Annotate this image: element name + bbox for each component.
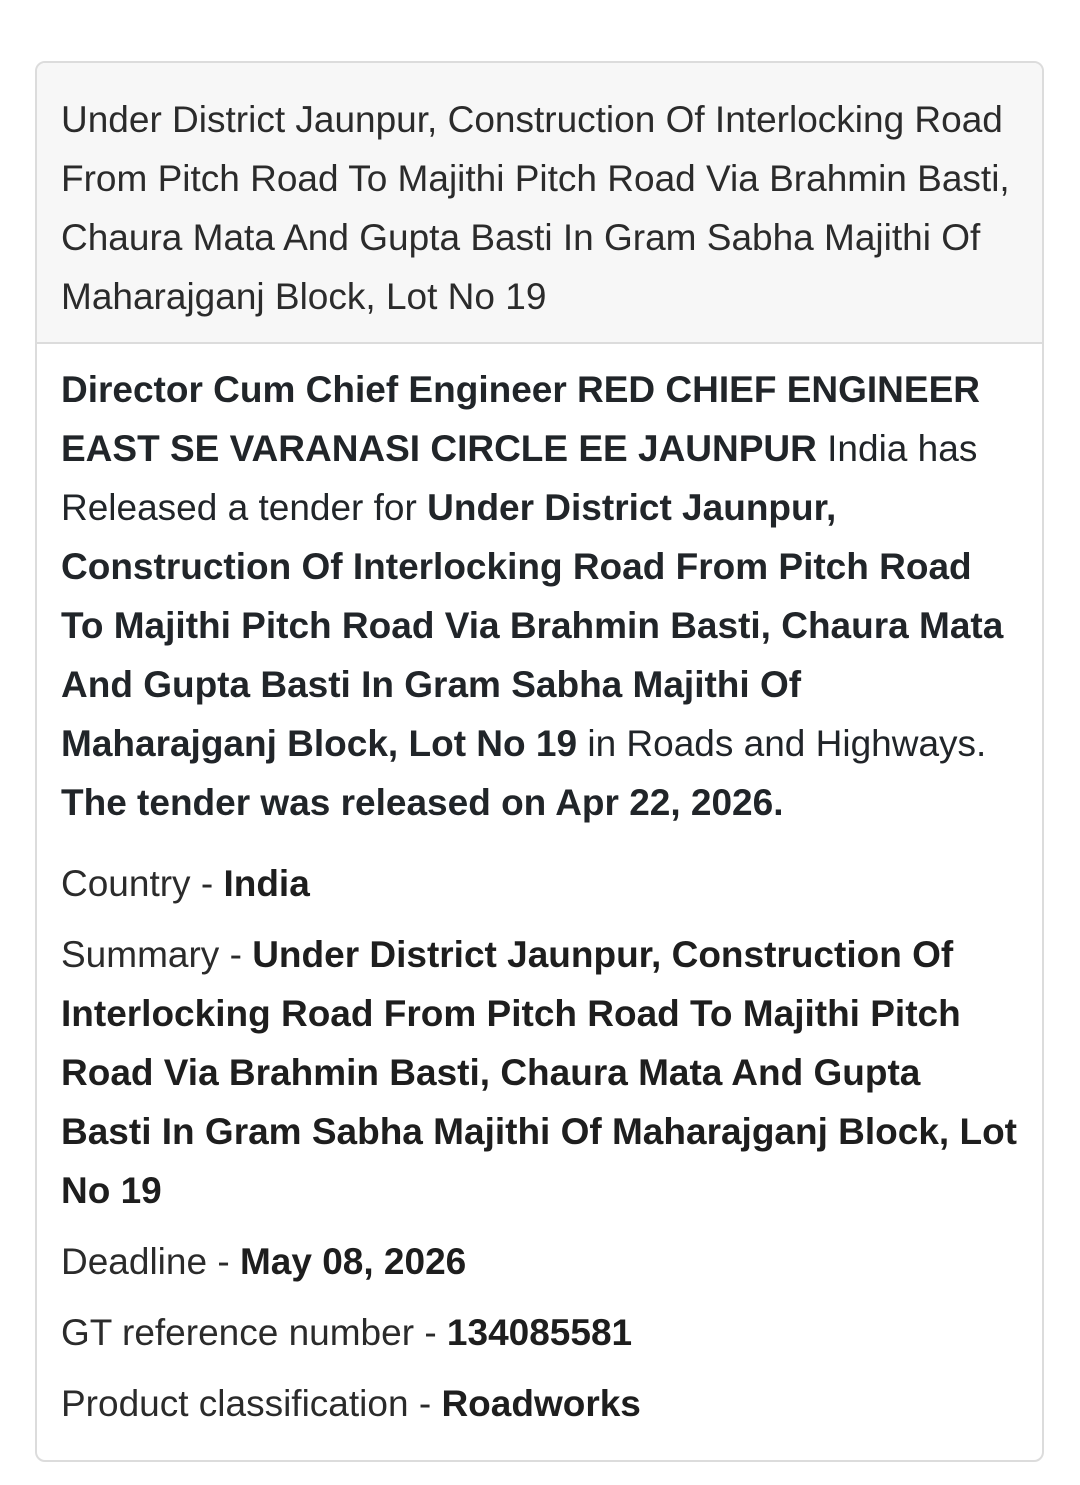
deadline-label: Deadline -: [61, 1241, 240, 1282]
tender-title-bold: Under District Jaunpur, Construction Of Interlocking Road From Pitch Road To Majithi Pitch Road Via Brahmin Basti, Chaura Mata And Gupta Basti In Gram Sabha Majithi Of Maharajganj Block, Lot No 19: [61, 487, 1004, 764]
tender-header-title: Under District Jaunpur, Construction Of Interlocking Road From Pitch Road To Majithi Pitch Road Via Brahmin Basti, Chaura Mata And Gupta Basti In Gram Sabha Majithi Of Maharajganj Block, Lot No 19: [61, 99, 1010, 317]
reference-number-label: GT reference number -: [61, 1312, 447, 1353]
deadline-row: [61, 1232, 1018, 1291]
product-classification-row: [61, 1374, 1018, 1433]
authority-name: Director Cum Chief Engineer RED CHIEF ENGINEER EAST SE VARANASI CIRCLE EE JAUNPUR: [61, 369, 980, 469]
reference-number-value: 134085581: [446, 1312, 633, 1353]
intro-text-1: India has Released a tender for: [61, 428, 978, 528]
country-label: Country -: [61, 863, 224, 904]
product-classification-label: Product classification -: [61, 1383, 442, 1424]
reference-number-row: [61, 1303, 1018, 1362]
summary-value: Under District Jaunpur, Construction Of Interlocking Road From Pitch Road To Majithi Pitch Road Via Brahmin Basti, Chaura Mata And Gupta Basti In Gram Sabha Majithi Of Maharajganj Block, Lot No 19: [61, 934, 1018, 1211]
tender-card-body: [37, 344, 1042, 1433]
country-row: [61, 854, 1018, 913]
country-value: India: [223, 863, 310, 904]
intro-text-2: in Roads and Highways.: [577, 723, 987, 764]
tender-description: [61, 360, 1018, 832]
summary-label: Summary -: [61, 934, 253, 975]
tender-card-header: [37, 63, 1042, 344]
tender-card: [35, 61, 1044, 1462]
release-date-text: The tender was released on Apr 22, 2026.: [61, 782, 784, 823]
summary-row: [61, 925, 1018, 1220]
deadline-value: May 08, 2026: [239, 1241, 467, 1282]
product-classification-value: Roadworks: [441, 1383, 641, 1424]
